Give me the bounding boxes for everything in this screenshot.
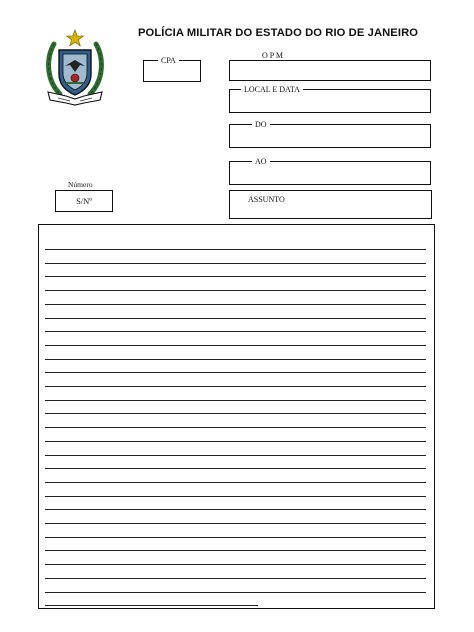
cpa-field[interactable]	[143, 56, 201, 82]
ruled-line	[45, 318, 426, 319]
ruled-line	[45, 550, 426, 551]
ao-label: AO	[252, 157, 270, 166]
ruled-line	[45, 468, 426, 469]
local-data-label: LOCAL E DATA	[241, 85, 303, 94]
numero-label: Número	[68, 180, 93, 189]
numero-field[interactable]	[55, 190, 113, 212]
ruled-line	[45, 509, 426, 510]
assunto-field[interactable]	[229, 190, 432, 219]
opm-field[interactable]	[229, 51, 431, 81]
page-title: POLÍCIA MILITAR DO ESTADO DO RIO DE JANEIRO	[138, 27, 419, 39]
local-data-field[interactable]	[229, 85, 431, 113]
ruled-line	[45, 400, 426, 401]
do-field[interactable]	[229, 120, 431, 148]
numero-value: S/Nº	[76, 196, 92, 206]
ruled-line	[45, 290, 426, 291]
ruled-line	[45, 592, 426, 593]
ruled-line	[45, 386, 426, 387]
ruled-line	[45, 537, 426, 538]
ao-field[interactable]	[229, 157, 431, 185]
ruled-line	[45, 263, 426, 264]
ruled-line	[45, 441, 426, 442]
ruled-line	[45, 345, 426, 346]
ruled-line	[45, 455, 426, 456]
ruled-line	[45, 304, 426, 305]
ruled-line	[45, 427, 426, 428]
ruled-line	[45, 331, 426, 332]
body-text-area[interactable]	[38, 224, 435, 609]
ruled-line	[45, 276, 426, 277]
do-label: DO	[252, 120, 270, 129]
ruled-line	[45, 372, 426, 373]
ruled-line	[45, 359, 426, 360]
ruled-line	[45, 523, 426, 524]
cpa-label: CPA	[158, 56, 179, 65]
pmerj-coat-of-arms-icon	[40, 28, 110, 108]
ruled-line	[45, 482, 426, 483]
ruled-line	[45, 564, 426, 565]
ruled-line	[45, 413, 426, 414]
ruled-line	[45, 496, 426, 497]
assunto-label: ASSUNTO	[248, 195, 285, 204]
ruled-line	[45, 249, 426, 250]
ruled-line-last	[45, 605, 258, 606]
opm-label: O P M	[259, 51, 286, 60]
ruled-line	[45, 578, 426, 579]
